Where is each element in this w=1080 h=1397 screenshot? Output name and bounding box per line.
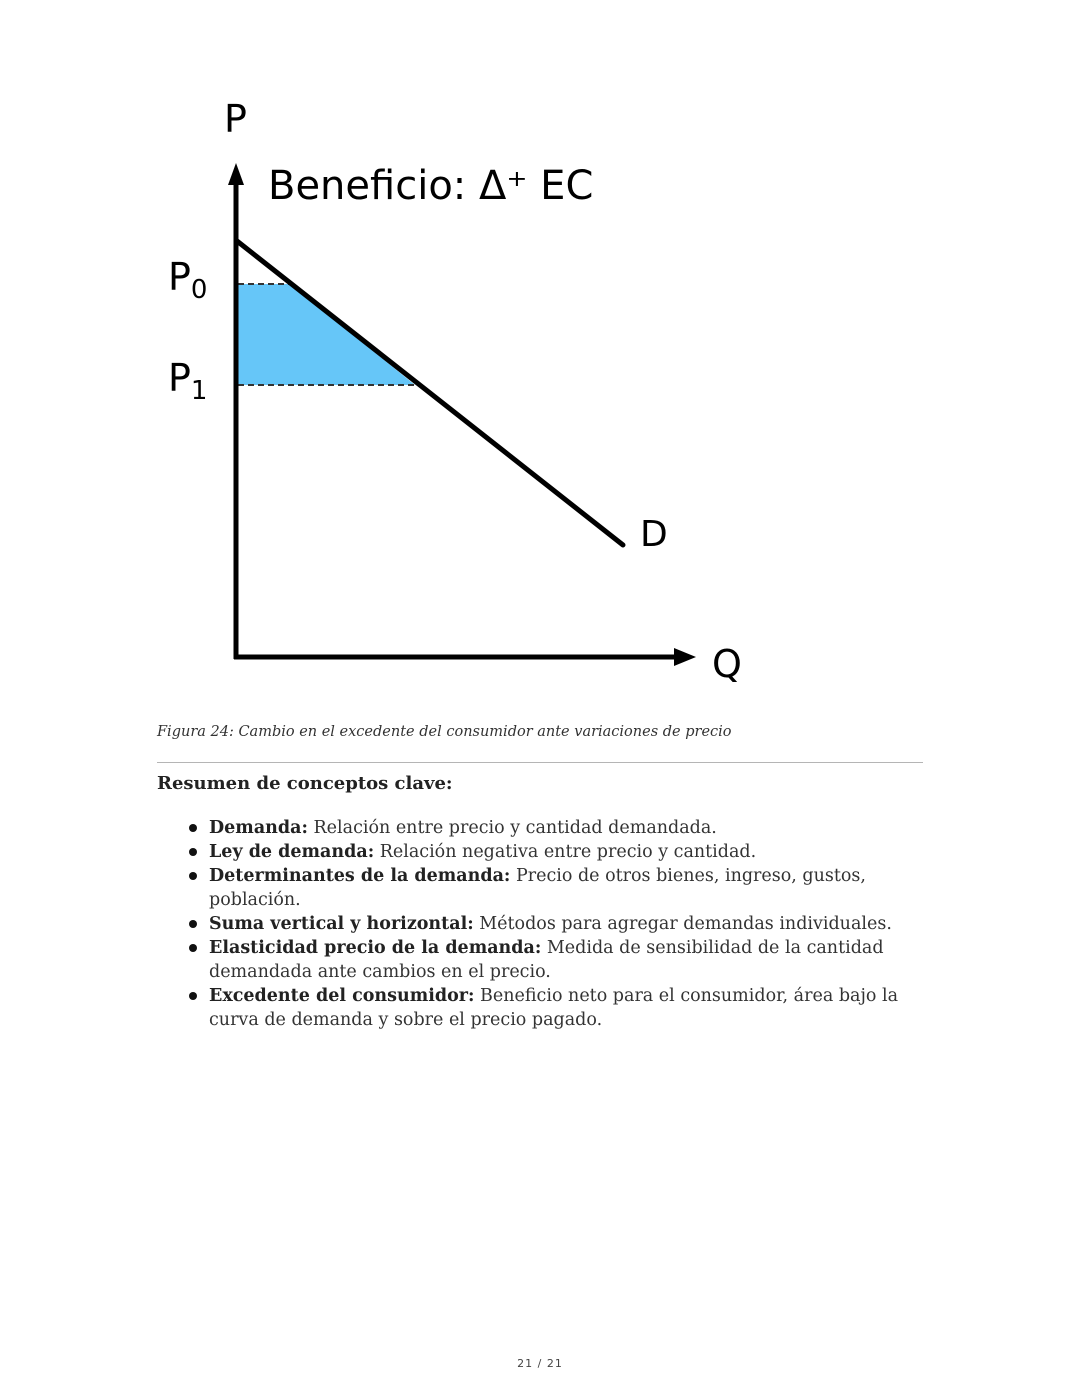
list-item (157, 912, 923, 936)
section-divider (157, 762, 923, 763)
x-axis-label: Q (712, 642, 742, 686)
demand-curve (237, 241, 623, 545)
concept-term: Suma vertical y horizontal: (209, 914, 474, 934)
concept-term: Determinantes de la demanda: (209, 866, 511, 886)
demand-curve-label: D (640, 514, 668, 555)
y-axis-arrow (228, 163, 244, 185)
list-item (157, 816, 923, 840)
concept-definition: Medida de sensibilidad de la cantidad demandada ante cambios en el precio. (209, 938, 884, 982)
consumer-surplus-area (238, 284, 415, 385)
figure-caption: Figura 24: Cambio en el excedente del consumidor ante variaciones de precio (157, 724, 732, 740)
concept-definition: Precio de otros bienes, ingreso, gustos, población. (209, 866, 866, 910)
price-label-p0: $P_0$ (168, 255, 208, 305)
x-axis-arrow (674, 648, 696, 666)
consumer-surplus-figure (150, 85, 790, 695)
concept-term: Demanda: (209, 818, 308, 838)
concept-definition: Relación entre precio y cantidad demandada. (307, 818, 717, 838)
list-item (157, 984, 923, 1032)
price-label-p1: $P_1$ (168, 356, 208, 406)
concept-term: Elasticidad precio de la demanda: (209, 938, 542, 958)
list-item (157, 840, 923, 864)
list-item (157, 864, 923, 912)
key-concepts-list (157, 816, 923, 1032)
figure-title: Beneficio: Δ⁺ EC (268, 163, 594, 209)
concept-term: Excedente del consumidor: (209, 986, 475, 1006)
summary-title: Resumen de conceptos clave: (157, 773, 453, 794)
concept-definition: Beneficio neto para el consumidor, área bajo la curva de demanda y sobre el precio pagado. (209, 986, 899, 1030)
concept-definition: Métodos para agregar demandas individuales. (473, 914, 892, 934)
concept-definition: Relación negativa entre precio y cantidad. (374, 842, 757, 862)
concept-term: Ley de demanda: (209, 842, 375, 862)
list-item (157, 936, 923, 984)
page-number: 21 / 21 (517, 1357, 563, 1370)
y-axis-label: P (224, 97, 247, 141)
